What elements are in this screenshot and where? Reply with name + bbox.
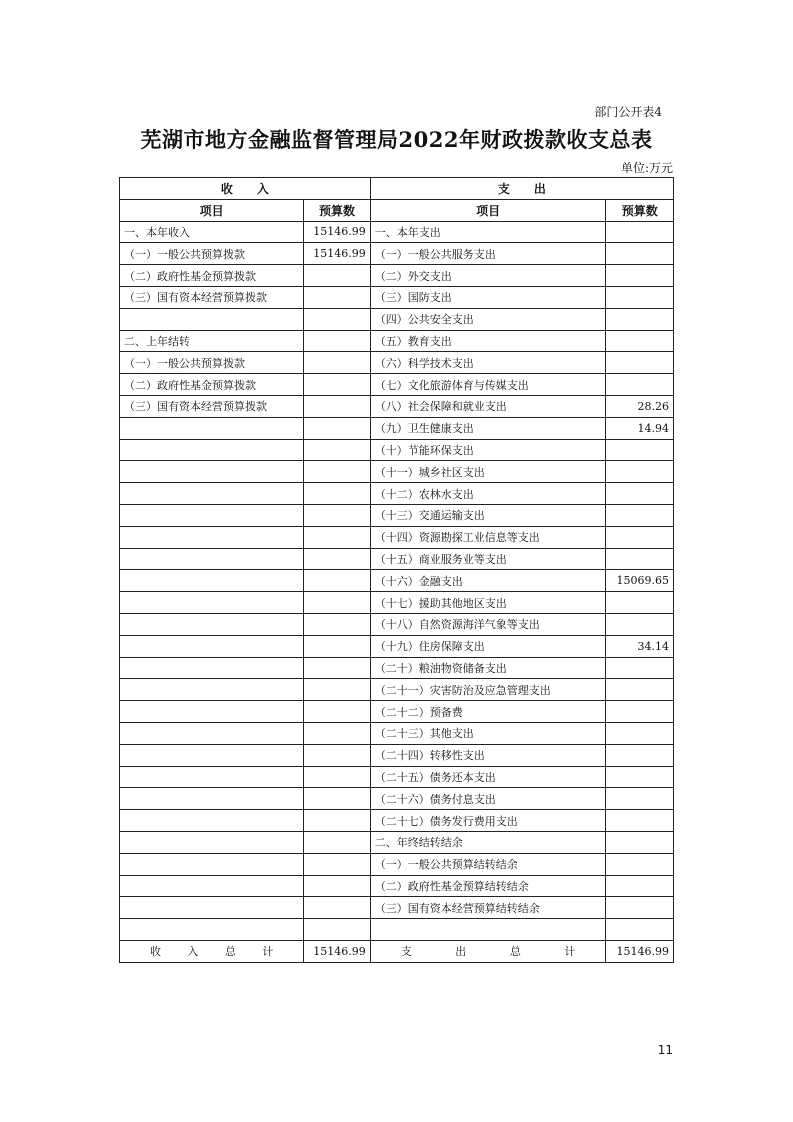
income-item-cell [120,635,304,657]
expense-item-cell: （二十四）转移性支出 [370,744,606,766]
expense-value-cell [606,875,674,897]
expense-budget-header: 预算数 [606,199,674,221]
expense-value-cell [606,831,674,853]
income-value-cell [304,831,370,853]
income-value-cell [304,810,370,832]
expense-item-cell: （十六）金融支出 [370,570,606,592]
expense-item-cell: （三）国有资本经营预算结转结余 [370,897,606,919]
income-item-cell [120,308,304,330]
expense-item-cell: （二十六）债务付息支出 [370,788,606,810]
income-total-value: 15146.99 [304,940,370,962]
table-row [120,831,674,853]
table-row [120,592,674,614]
expense-item-cell: （五）教育支出 [370,330,606,352]
table-row [120,853,674,875]
expense-total-label-char: 总 [509,945,521,959]
expense-total-label [370,940,606,962]
expense-item-cell: （二十二）预备费 [370,701,606,723]
table-row [120,439,674,461]
expense-item-cell: 一、本年支出 [370,221,606,243]
income-item-cell [120,766,304,788]
income-item-cell [120,461,304,483]
income-item-cell [120,831,304,853]
income-item-header: 项目 [120,199,304,221]
expense-value-cell [606,657,674,679]
expense-total-label-char: 出 [455,945,467,959]
income-item-cell [120,744,304,766]
expense-value-cell [606,613,674,635]
expense-item-cell: （十八）自然资源海洋气象等支出 [370,613,606,635]
table-row [120,243,674,265]
expense-value-cell: 34.14 [606,635,674,657]
expense-value-cell [606,483,674,505]
income-value-cell [304,352,370,374]
expense-value-cell [606,461,674,483]
expense-header: 支 出 [370,178,673,200]
expense-item-cell: （十）节能环保支出 [370,439,606,461]
table-row [120,221,674,243]
expense-value-cell: 14.94 [606,417,674,439]
income-value-cell [304,395,370,417]
income-value-cell [304,657,370,679]
expense-item-cell: （八）社会保障和就业支出 [370,395,606,417]
table-row [120,766,674,788]
expense-item-cell: （十三）交通运输支出 [370,504,606,526]
expense-value-cell [606,701,674,723]
expense-item-cell: （十七）援助其他地区支出 [370,592,606,614]
income-value-cell [304,483,370,505]
table-row [120,635,674,657]
income-value-cell [304,526,370,548]
expense-value-cell [606,504,674,526]
income-item-cell [120,810,304,832]
expense-item-cell: （十九）住房保障支出 [370,635,606,657]
expense-value-cell [606,744,674,766]
expense-value-cell [606,439,674,461]
income-item-cell [120,679,304,701]
table-row [120,308,674,330]
table-subheader-row [120,199,674,221]
expense-value-cell [606,788,674,810]
expense-item-cell: 二、年终结转结余 [370,831,606,853]
expense-value-cell: 15069.65 [606,570,674,592]
table-header-row [120,178,674,200]
table-row [120,504,674,526]
income-total-label [120,940,304,962]
table-row [120,526,674,548]
expense-item-cell: （四）公共安全支出 [370,308,606,330]
expense-item-cell: （一）一般公共预算结转结余 [370,853,606,875]
table-row [120,352,674,374]
expense-value-cell [606,679,674,701]
table-row [120,897,674,919]
income-value-cell [304,722,370,744]
expense-item-cell: （一）一般公共服务支出 [370,243,606,265]
income-value-cell: 15146.99 [304,221,370,243]
income-value-cell [304,635,370,657]
income-value-cell [304,919,370,941]
table-row [120,875,674,897]
income-item-cell: 一、本年收入 [120,221,304,243]
income-value-cell [304,374,370,396]
unit-label: 单位:万元 [620,161,673,175]
income-total-label-char: 收 [150,945,161,959]
table-row [120,919,674,941]
expense-value-cell [606,352,674,374]
table-row [120,679,674,701]
income-value-cell [304,744,370,766]
expense-value-cell [606,308,674,330]
table-row [120,613,674,635]
income-item-cell [120,483,304,505]
income-value-cell [304,504,370,526]
table-row [120,374,674,396]
table-row [120,701,674,723]
expense-total-label-char: 支 [400,945,412,959]
income-value-cell [304,613,370,635]
expense-value-cell [606,897,674,919]
expense-item-cell: （二）政府性基金预算结转结余 [370,875,606,897]
income-value-cell [304,439,370,461]
income-item-cell: （三）国有资本经营预算拨款 [120,286,304,308]
table-row [120,810,674,832]
expense-item-cell: （二十）粮油物资储备支出 [370,657,606,679]
expense-item-cell: （九）卫生健康支出 [370,417,606,439]
income-value-cell [304,592,370,614]
page-title: 芜湖市地方金融监督管理局2022年财政拨款收支总表 [140,127,653,152]
expense-item-cell: （十一）城乡社区支出 [370,461,606,483]
expense-value-cell [606,526,674,548]
income-item-cell [120,875,304,897]
expense-item-cell: （二十三）其他支出 [370,722,606,744]
expense-item-cell: （二十一）灾害防治及应急管理支出 [370,679,606,701]
income-value-cell [304,570,370,592]
income-value-cell [304,417,370,439]
table-row [120,286,674,308]
expense-value-cell [606,919,674,941]
income-value-cell [304,548,370,570]
expense-value-cell [606,221,674,243]
expense-value-cell [606,243,674,265]
expense-item-cell: （二）外交支出 [370,265,606,287]
income-item-cell [120,613,304,635]
expense-value-cell [606,286,674,308]
expense-item-header: 项目 [370,199,606,221]
table-row [120,461,674,483]
table-row [120,722,674,744]
expense-item-cell [370,919,606,941]
expense-item-cell: （十五）商业服务业等支出 [370,548,606,570]
table-row [120,330,674,352]
income-value-cell [304,461,370,483]
income-item-cell: （二）政府性基金预算拨款 [120,265,304,287]
income-value-cell [304,679,370,701]
income-item-cell: （二）政府性基金预算拨款 [120,374,304,396]
table-row [120,395,674,417]
income-item-cell [120,897,304,919]
income-item-cell [120,701,304,723]
income-item-cell [120,570,304,592]
income-item-cell [120,526,304,548]
income-item-cell [120,657,304,679]
income-item-cell [120,417,304,439]
table-row [120,483,674,505]
expense-item-cell: （三）国防支出 [370,286,606,308]
income-value-cell [304,308,370,330]
table-row [120,744,674,766]
income-value-cell [304,265,370,287]
income-item-cell [120,853,304,875]
table-row [120,657,674,679]
expense-value-cell [606,374,674,396]
expense-value-cell [606,265,674,287]
income-budget-header: 预算数 [304,199,370,221]
income-header: 收 入 [120,178,371,200]
income-item-cell [120,548,304,570]
income-item-cell: 二、上年结转 [120,330,304,352]
income-item-cell [120,919,304,941]
expense-item-cell: （二十五）债务还本支出 [370,766,606,788]
table-row [120,570,674,592]
expense-value-cell [606,592,674,614]
expense-value-cell [606,548,674,570]
income-value-cell [304,788,370,810]
income-total-label-char: 计 [262,945,274,959]
income-item-cell [120,722,304,744]
expense-item-cell: （七）文化旅游体育与传媒支出 [370,374,606,396]
table-row [120,417,674,439]
expense-value-cell [606,766,674,788]
expense-item-cell: （二十七）债务发行费用支出 [370,810,606,832]
expense-item-cell: （十四）资源勘探工业信息等支出 [370,526,606,548]
income-value-cell [304,897,370,919]
income-item-cell [120,592,304,614]
income-value-cell [304,853,370,875]
expense-value-cell: 28.26 [606,395,674,417]
income-total-label-char: 入 [187,945,199,959]
income-item-cell: （一）一般公共预算拨款 [120,243,304,265]
income-value-cell: 15146.99 [304,243,370,265]
income-value-cell [304,286,370,308]
income-value-cell [304,766,370,788]
income-item-cell: （三）国有资本经营预算拨款 [120,395,304,417]
income-total-label-char: 总 [224,945,236,959]
expense-value-cell [606,810,674,832]
expense-value-cell [606,853,674,875]
expense-value-cell [606,330,674,352]
table-row [120,265,674,287]
income-item-cell [120,439,304,461]
expense-item-cell: （六）科学技术支出 [370,352,606,374]
total-row [120,940,674,962]
income-item-cell: （一）一般公共预算拨款 [120,352,304,374]
budget-table [119,177,674,963]
income-value-cell [304,875,370,897]
expense-total-value: 15146.99 [606,940,674,962]
table-row [120,548,674,570]
expense-total-label-char: 计 [564,945,576,959]
page-number: 11 [657,1043,673,1057]
income-value-cell [304,330,370,352]
income-item-cell [120,788,304,810]
income-value-cell [304,701,370,723]
table-row [120,788,674,810]
document-tag: 部门公开表4 [594,105,662,119]
expense-value-cell [606,722,674,744]
expense-item-cell: （十二）农林水支出 [370,483,606,505]
income-item-cell [120,504,304,526]
